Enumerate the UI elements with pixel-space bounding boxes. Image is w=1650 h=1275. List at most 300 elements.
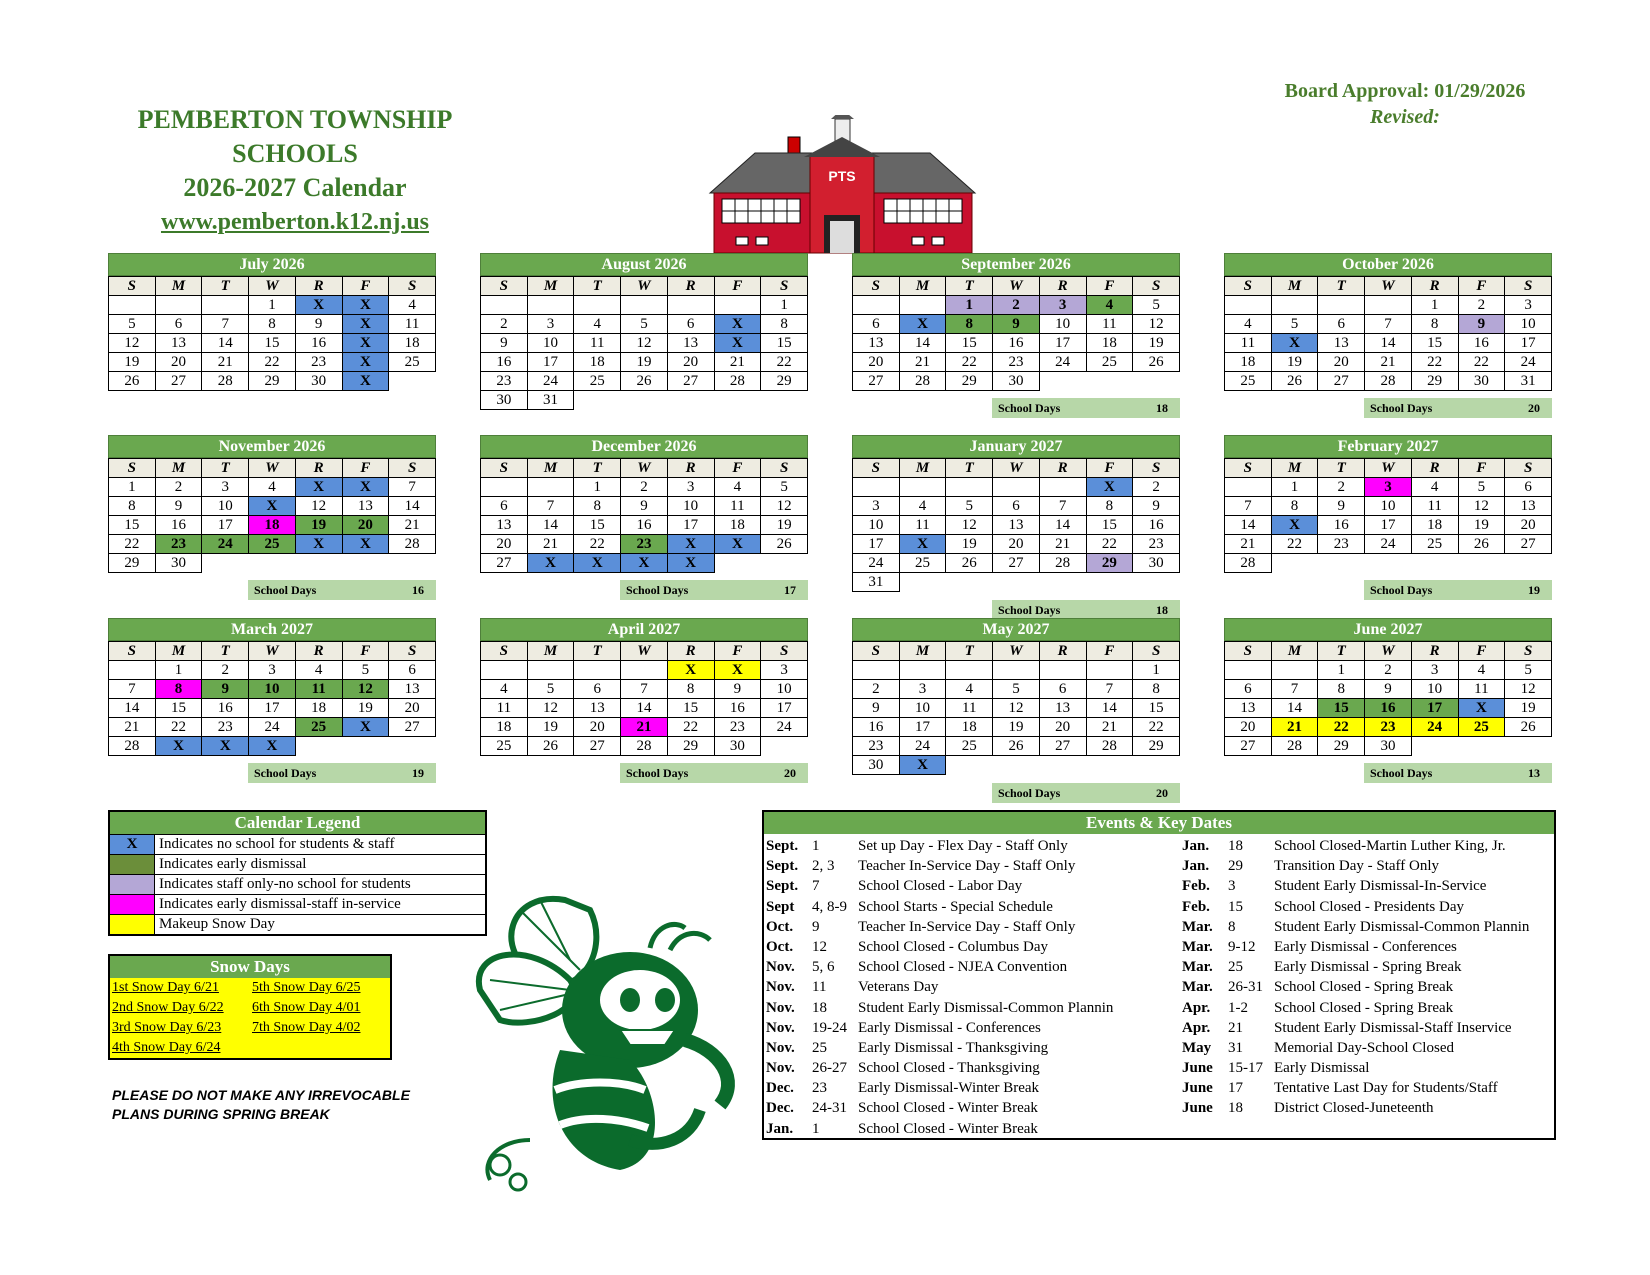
day-cell: 23 bbox=[853, 737, 900, 756]
day-cell: 29 bbox=[761, 372, 808, 391]
day-cell: 22 bbox=[1411, 353, 1458, 372]
school-days-label: School Days bbox=[1370, 583, 1433, 597]
weekday-header: M bbox=[527, 277, 574, 296]
day-cell: 4 bbox=[1225, 315, 1272, 334]
day-cell: 21 bbox=[1225, 535, 1272, 554]
legend-text: Indicates no school for students & staff bbox=[159, 836, 395, 852]
day-cell: 16 bbox=[853, 718, 900, 737]
day-cell bbox=[1039, 478, 1086, 497]
schoolhouse-icon bbox=[700, 115, 985, 255]
school-days-count bbox=[1364, 398, 1552, 418]
weekday-header: S bbox=[109, 642, 156, 661]
day-cell: 13 bbox=[667, 334, 714, 353]
day-cell bbox=[621, 661, 668, 680]
day-cell: X bbox=[667, 661, 714, 680]
month-calendar bbox=[1224, 253, 1552, 391]
day-cell: 10 bbox=[853, 516, 900, 535]
day-cell: 22 bbox=[249, 353, 296, 372]
day-cell: 18 bbox=[946, 718, 993, 737]
day-cell: 12 bbox=[946, 516, 993, 535]
day-cell: 3 bbox=[667, 478, 714, 497]
events-title: Events & Key Dates bbox=[764, 812, 1554, 834]
event-month: Nov. bbox=[766, 959, 795, 976]
school-days-label: School Days bbox=[626, 583, 689, 597]
day-cell: 3 bbox=[1365, 478, 1412, 497]
weekday-header: R bbox=[667, 642, 714, 661]
weekday-header: T bbox=[574, 459, 621, 478]
day-cell: 27 bbox=[155, 372, 202, 391]
weekday-header: M bbox=[527, 459, 574, 478]
day-cell bbox=[993, 478, 1040, 497]
event-month: Oct. bbox=[766, 918, 794, 935]
day-cell bbox=[761, 737, 808, 756]
school-days-label: School Days bbox=[1370, 766, 1433, 780]
day-cell: X bbox=[342, 372, 389, 391]
school-days-label: School Days bbox=[626, 766, 689, 780]
day-cell: 8 bbox=[761, 315, 808, 334]
day-cell: 19 bbox=[946, 535, 993, 554]
day-cell: 24 bbox=[853, 554, 900, 573]
event-row bbox=[1180, 998, 1554, 1018]
school-days-count bbox=[248, 580, 436, 600]
school-days-label: School Days bbox=[254, 766, 317, 780]
day-cell: 19 bbox=[109, 353, 156, 372]
day-cell: X bbox=[899, 315, 946, 334]
day-cell: 7 bbox=[202, 315, 249, 334]
day-cell: 12 bbox=[761, 497, 808, 516]
day-cell: 23 bbox=[621, 535, 668, 554]
day-cell: 3 bbox=[1411, 661, 1458, 680]
day-cell: 12 bbox=[1458, 497, 1505, 516]
weekday-header: T bbox=[202, 277, 249, 296]
month-title: April 2027 bbox=[480, 618, 808, 641]
day-cell: 20 bbox=[389, 699, 436, 718]
school-days-value: 18 bbox=[1156, 603, 1168, 617]
day-cell: 25 bbox=[1225, 372, 1272, 391]
weekday-header: M bbox=[899, 459, 946, 478]
month-calendar bbox=[1224, 435, 1552, 573]
school-days-count bbox=[1364, 763, 1552, 783]
day-cell bbox=[714, 554, 761, 573]
day-cell: 23 bbox=[481, 372, 528, 391]
event-description: Student Early Dismissal-Common Plannin bbox=[858, 999, 1114, 1016]
event-date: 15-17 bbox=[1228, 1060, 1263, 1077]
weekday-header: S bbox=[1505, 642, 1552, 661]
weekday-header: S bbox=[853, 459, 900, 478]
day-cell: 11 bbox=[574, 334, 621, 353]
day-cell bbox=[1225, 661, 1272, 680]
month-calendar bbox=[852, 435, 1180, 592]
day-cell: 12 bbox=[527, 699, 574, 718]
day-cell: 3 bbox=[249, 661, 296, 680]
day-cell bbox=[1505, 554, 1552, 573]
day-cell: 22 bbox=[667, 718, 714, 737]
day-cell: 19 bbox=[1133, 334, 1180, 353]
day-cell: 27 bbox=[1225, 737, 1272, 756]
day-cell bbox=[1458, 737, 1505, 756]
day-cell: 9 bbox=[1365, 680, 1412, 699]
event-date: 8 bbox=[1228, 918, 1236, 935]
day-cell: 9 bbox=[1318, 497, 1365, 516]
day-cell: 24 bbox=[1411, 718, 1458, 737]
day-cell: 14 bbox=[1271, 699, 1318, 718]
day-cell: 9 bbox=[295, 315, 342, 334]
day-cell: 30 bbox=[155, 554, 202, 573]
event-month: Dec. bbox=[766, 1080, 794, 1097]
day-cell: 14 bbox=[899, 334, 946, 353]
event-row bbox=[1180, 1038, 1554, 1058]
event-date: 11 bbox=[812, 979, 827, 996]
day-cell: 12 bbox=[342, 680, 389, 699]
day-cell: 27 bbox=[667, 372, 714, 391]
day-cell: 11 bbox=[389, 315, 436, 334]
school-days-value: 20 bbox=[784, 766, 796, 780]
day-cell: 13 bbox=[1505, 497, 1552, 516]
day-cell: 21 bbox=[527, 535, 574, 554]
month-title: February 2027 bbox=[1224, 435, 1552, 458]
month-calendar bbox=[108, 435, 436, 573]
day-cell: 27 bbox=[853, 372, 900, 391]
event-date: 3 bbox=[1228, 878, 1236, 895]
legend-swatch: X bbox=[110, 835, 155, 854]
event-date: 26-31 bbox=[1228, 979, 1263, 996]
day-cell: 8 bbox=[155, 680, 202, 699]
day-cell bbox=[1133, 372, 1180, 391]
weekday-header: R bbox=[1039, 459, 1086, 478]
day-cell: X bbox=[295, 296, 342, 315]
month-title: November 2026 bbox=[108, 435, 436, 458]
legend-text: Makeup Snow Day bbox=[159, 916, 275, 932]
weekday-header: S bbox=[1133, 459, 1180, 478]
day-cell: 5 bbox=[1458, 478, 1505, 497]
day-cell: 13 bbox=[1225, 699, 1272, 718]
event-row bbox=[1180, 1018, 1554, 1038]
school-days-value: 18 bbox=[1156, 401, 1168, 415]
day-cell: 20 bbox=[1039, 718, 1086, 737]
weekday-header: W bbox=[249, 277, 296, 296]
day-cell: 16 bbox=[1133, 516, 1180, 535]
day-cell: X bbox=[1271, 334, 1318, 353]
month-title: October 2026 bbox=[1224, 253, 1552, 276]
day-cell: 9 bbox=[714, 680, 761, 699]
day-cell: 18 bbox=[1411, 516, 1458, 535]
day-cell: 25 bbox=[295, 718, 342, 737]
weekday-header: R bbox=[1039, 642, 1086, 661]
day-cell: 21 bbox=[202, 353, 249, 372]
day-cell: 8 bbox=[249, 315, 296, 334]
event-description: Teacher In-Service Day - Staff Only bbox=[858, 918, 1076, 935]
weekday-header: R bbox=[295, 642, 342, 661]
day-cell: 1 bbox=[761, 296, 808, 315]
day-cell bbox=[993, 573, 1040, 592]
day-cell: 30 bbox=[295, 372, 342, 391]
event-description: School Closed - Spring Break bbox=[1274, 999, 1454, 1016]
day-cell: 16 bbox=[481, 353, 528, 372]
day-cell: 17 bbox=[667, 516, 714, 535]
event-month: Mar. bbox=[1182, 959, 1213, 976]
day-cell: X bbox=[342, 353, 389, 372]
day-cell: 5 bbox=[342, 661, 389, 680]
event-month: Mar. bbox=[1182, 979, 1213, 996]
school-days-value: 19 bbox=[412, 766, 424, 780]
snow-day-item: 7th Snow Day 4/02 bbox=[252, 1020, 361, 1035]
legend-swatch bbox=[110, 855, 155, 874]
event-row bbox=[1180, 856, 1554, 876]
day-cell: 21 bbox=[621, 718, 668, 737]
day-cell: 6 bbox=[389, 661, 436, 680]
day-cell bbox=[621, 391, 668, 410]
weekday-header: T bbox=[1318, 277, 1365, 296]
day-cell: 2 bbox=[1318, 478, 1365, 497]
day-cell: 27 bbox=[389, 718, 436, 737]
snow-day-item: 1st Snow Day 6/21 bbox=[112, 980, 219, 995]
day-cell: 8 bbox=[946, 315, 993, 334]
day-cell: 12 bbox=[109, 334, 156, 353]
weekday-header: F bbox=[1086, 459, 1133, 478]
day-cell: 10 bbox=[667, 497, 714, 516]
day-cell: 26 bbox=[946, 554, 993, 573]
day-cell: 7 bbox=[1365, 315, 1412, 334]
event-date: 1 bbox=[812, 838, 820, 854]
event-date: 18 bbox=[1228, 838, 1243, 854]
event-row bbox=[1180, 897, 1554, 917]
weekday-header: M bbox=[1271, 277, 1318, 296]
weekday-header: W bbox=[1365, 277, 1412, 296]
day-cell: 8 bbox=[1318, 680, 1365, 699]
event-row bbox=[764, 1119, 1164, 1139]
day-cell: X bbox=[342, 535, 389, 554]
day-cell: X bbox=[342, 478, 389, 497]
day-cell: 18 bbox=[249, 516, 296, 535]
day-cell: 30 bbox=[853, 756, 900, 775]
day-cell: 7 bbox=[621, 680, 668, 699]
weekday-header: T bbox=[202, 459, 249, 478]
day-cell bbox=[389, 737, 436, 756]
day-cell: 25 bbox=[899, 554, 946, 573]
day-cell: X bbox=[714, 661, 761, 680]
month-calendar bbox=[480, 435, 808, 573]
day-cell: 28 bbox=[621, 737, 668, 756]
event-description: Early Dismissal-Winter Break bbox=[858, 1080, 1040, 1097]
school-days-count bbox=[248, 763, 436, 783]
day-cell: 9 bbox=[481, 334, 528, 353]
day-cell bbox=[993, 756, 1040, 775]
event-description: Early Dismissal - Thanksgiving bbox=[858, 1039, 1049, 1056]
snow-days-title: Snow Days bbox=[110, 956, 390, 978]
day-cell: 18 bbox=[714, 516, 761, 535]
day-cell bbox=[1318, 296, 1365, 315]
day-cell: 16 bbox=[155, 516, 202, 535]
weekday-header: S bbox=[389, 459, 436, 478]
day-cell: X bbox=[899, 535, 946, 554]
weekday-header: S bbox=[761, 642, 808, 661]
weekday-header: S bbox=[1505, 277, 1552, 296]
day-cell: 22 bbox=[1086, 535, 1133, 554]
day-cell: 17 bbox=[202, 516, 249, 535]
weekday-header: F bbox=[714, 277, 761, 296]
event-month: Jan. bbox=[1182, 858, 1210, 875]
weekday-header: T bbox=[946, 642, 993, 661]
weekday-header: T bbox=[574, 642, 621, 661]
day-cell: 21 bbox=[109, 718, 156, 737]
event-month: Sept. bbox=[766, 838, 799, 854]
event-date: 24-31 bbox=[812, 1100, 847, 1117]
district-url-link[interactable]: www.pemberton.k12.nj.us bbox=[160, 209, 430, 235]
event-row bbox=[764, 917, 1164, 937]
day-cell: 4 bbox=[946, 680, 993, 699]
day-cell: 14 bbox=[1225, 516, 1272, 535]
event-row bbox=[1180, 836, 1554, 856]
day-cell: 24 bbox=[1365, 535, 1412, 554]
warning-line-1: PLEASE DO NOT MAKE ANY IRREVOCABLE bbox=[112, 1087, 410, 1103]
day-cell: 16 bbox=[295, 334, 342, 353]
day-cell: 23 bbox=[1133, 535, 1180, 554]
day-cell: 25 bbox=[1458, 718, 1505, 737]
weekday-header: F bbox=[714, 642, 761, 661]
day-cell: 28 bbox=[389, 535, 436, 554]
event-row bbox=[1180, 1078, 1554, 1098]
day-cell: 26 bbox=[109, 372, 156, 391]
event-description: School Closed - NJEA Convention bbox=[858, 959, 1068, 976]
day-cell bbox=[1271, 296, 1318, 315]
event-date: 9 bbox=[812, 918, 820, 935]
school-days-label: School Days bbox=[998, 603, 1061, 617]
day-cell: 24 bbox=[1505, 353, 1552, 372]
day-cell: 14 bbox=[621, 699, 668, 718]
event-date: 25 bbox=[1228, 959, 1243, 976]
day-cell: 20 bbox=[1225, 718, 1272, 737]
weekday-header: S bbox=[481, 459, 528, 478]
day-cell: 25 bbox=[946, 737, 993, 756]
day-cell bbox=[899, 573, 946, 592]
school-days-value: 19 bbox=[1528, 583, 1540, 597]
title-line-2: SCHOOLS bbox=[232, 139, 358, 168]
month-calendar bbox=[852, 618, 1180, 775]
day-cell: 8 bbox=[109, 497, 156, 516]
weekday-header: F bbox=[342, 642, 389, 661]
day-cell: 10 bbox=[527, 334, 574, 353]
day-cell bbox=[1505, 737, 1552, 756]
event-date: 26-27 bbox=[812, 1060, 847, 1077]
event-description: Memorial Day-School Closed bbox=[1274, 1039, 1454, 1056]
spring-break-warning bbox=[112, 1086, 472, 1124]
day-cell: 16 bbox=[1318, 516, 1365, 535]
day-cell: X bbox=[249, 497, 296, 516]
weekday-header: T bbox=[202, 642, 249, 661]
day-cell: 17 bbox=[1365, 516, 1412, 535]
day-cell bbox=[1086, 756, 1133, 775]
day-cell: 28 bbox=[1365, 372, 1412, 391]
day-cell: 28 bbox=[714, 372, 761, 391]
event-month: Feb. bbox=[1182, 878, 1210, 895]
event-description: Student Early Dismissal-Common Plannin bbox=[1274, 918, 1530, 935]
legend-swatch bbox=[110, 915, 155, 934]
day-cell: X bbox=[342, 296, 389, 315]
event-month: Nov. bbox=[766, 999, 795, 1016]
event-description: Student Early Dismissal-Staff Inservice bbox=[1274, 1019, 1512, 1036]
day-cell: 4 bbox=[899, 497, 946, 516]
event-date: 5, 6 bbox=[812, 959, 835, 976]
day-cell bbox=[389, 372, 436, 391]
school-days-value: 13 bbox=[1528, 766, 1540, 780]
day-cell: 16 bbox=[1458, 334, 1505, 353]
day-cell: 17 bbox=[899, 718, 946, 737]
day-cell: 22 bbox=[946, 353, 993, 372]
day-cell bbox=[1365, 296, 1412, 315]
day-cell: 11 bbox=[481, 699, 528, 718]
day-cell: X bbox=[899, 756, 946, 775]
weekday-header: R bbox=[667, 459, 714, 478]
event-description: School Closed - Winter Break bbox=[858, 1120, 1038, 1137]
weekday-header: F bbox=[1086, 642, 1133, 661]
day-cell: 13 bbox=[574, 699, 621, 718]
day-cell: 8 bbox=[1133, 680, 1180, 699]
day-cell: 24 bbox=[899, 737, 946, 756]
day-cell: 21 bbox=[1271, 718, 1318, 737]
event-description: Early Dismissal - Conferences bbox=[858, 1019, 1041, 1036]
day-cell: 22 bbox=[1271, 535, 1318, 554]
day-cell: X bbox=[714, 535, 761, 554]
event-row bbox=[1180, 1058, 1554, 1078]
day-cell: 23 bbox=[993, 353, 1040, 372]
event-description: School Closed - Thanksgiving bbox=[858, 1060, 1040, 1077]
event-description: School Closed - Labor Day bbox=[858, 878, 1023, 895]
day-cell: 19 bbox=[527, 718, 574, 737]
school-days-value: 20 bbox=[1528, 401, 1540, 415]
day-cell: 27 bbox=[1505, 535, 1552, 554]
day-cell bbox=[761, 391, 808, 410]
day-cell: 10 bbox=[1411, 680, 1458, 699]
event-description: Early Dismissal - Conferences bbox=[1274, 938, 1457, 955]
event-date: 18 bbox=[812, 999, 827, 1016]
day-cell: 23 bbox=[295, 353, 342, 372]
day-cell: 27 bbox=[993, 554, 1040, 573]
day-cell: 14 bbox=[527, 516, 574, 535]
day-cell: 10 bbox=[1039, 315, 1086, 334]
month-calendar bbox=[108, 253, 436, 391]
day-cell: X bbox=[574, 554, 621, 573]
event-month: Nov. bbox=[766, 979, 795, 996]
day-cell bbox=[1318, 554, 1365, 573]
day-cell bbox=[1039, 372, 1086, 391]
calendar-legend bbox=[108, 810, 487, 936]
day-cell: 15 bbox=[1411, 334, 1458, 353]
revised-label: Revised: bbox=[1370, 106, 1440, 128]
event-month: Sept. bbox=[766, 858, 799, 875]
weekday-header: W bbox=[993, 277, 1040, 296]
day-cell: 16 bbox=[714, 699, 761, 718]
day-cell: 6 bbox=[993, 497, 1040, 516]
school-days-count bbox=[1364, 580, 1552, 600]
weekday-header: R bbox=[1411, 459, 1458, 478]
event-month: May bbox=[1182, 1039, 1212, 1056]
day-cell: 17 bbox=[1505, 334, 1552, 353]
day-cell bbox=[1133, 756, 1180, 775]
event-description: School Starts - Special Schedule bbox=[858, 898, 1053, 915]
event-date: 23 bbox=[812, 1080, 827, 1097]
event-month: Sept bbox=[766, 898, 795, 915]
day-cell: 26 bbox=[621, 372, 668, 391]
day-cell: 19 bbox=[621, 353, 668, 372]
event-month: June bbox=[1182, 1060, 1213, 1077]
weekday-header: S bbox=[481, 642, 528, 661]
day-cell bbox=[249, 554, 296, 573]
day-cell: 20 bbox=[993, 535, 1040, 554]
weekday-header: M bbox=[527, 642, 574, 661]
day-cell: X bbox=[621, 554, 668, 573]
weekday-header: S bbox=[109, 459, 156, 478]
day-cell: 30 bbox=[1458, 372, 1505, 391]
